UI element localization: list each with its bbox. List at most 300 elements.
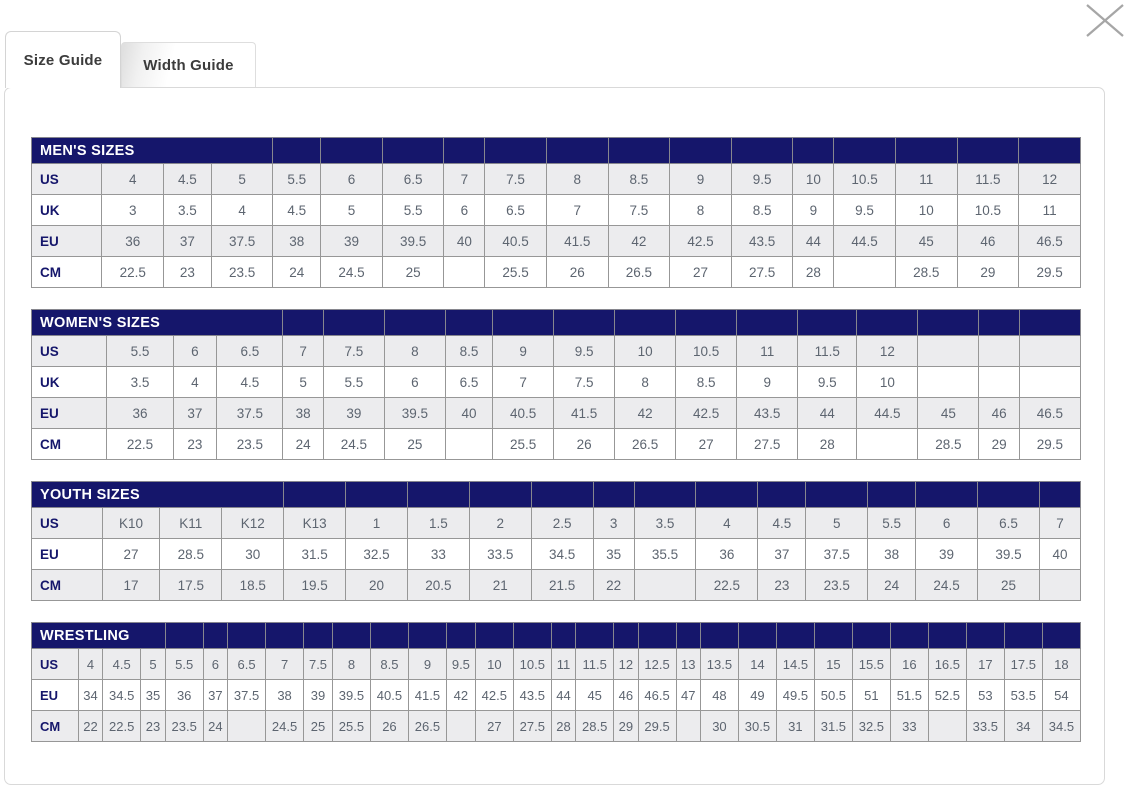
row-label: US	[32, 336, 107, 367]
table-row	[32, 649, 1081, 680]
size-cell: 6	[321, 164, 383, 195]
table-title-row	[32, 623, 1081, 649]
size-cell: 52.5	[928, 680, 966, 711]
table-header-spacer	[928, 623, 966, 649]
size-cell: 39.5	[384, 398, 445, 429]
size-cell: 1.5	[407, 508, 469, 539]
row-label: US	[32, 508, 103, 539]
size-cell: 23	[141, 711, 165, 742]
size-cell: 9	[493, 336, 554, 367]
table-header-spacer	[890, 623, 928, 649]
table-header-spacer	[895, 138, 957, 164]
size-cell: 10	[615, 336, 676, 367]
size-cell: 17.5	[1004, 649, 1042, 680]
size-cell: 12	[1019, 164, 1081, 195]
size-cell: 35	[593, 539, 634, 570]
size-cell: 27.5	[731, 257, 793, 288]
size-cell: 11.5	[957, 164, 1019, 195]
size-cell: 8.5	[676, 367, 737, 398]
table-header-spacer	[407, 482, 469, 508]
size-cell: 39	[321, 226, 383, 257]
size-cell: 8	[384, 336, 445, 367]
size-cell: 33.5	[469, 539, 531, 570]
size-cell: 5.5	[382, 195, 444, 226]
size-cell: 24.5	[916, 570, 978, 601]
table-header-spacer	[346, 482, 408, 508]
size-cell: K11	[160, 508, 222, 539]
size-cell: K12	[222, 508, 284, 539]
size-cell: 39.5	[382, 226, 444, 257]
size-cell: 5	[211, 164, 273, 195]
size-cell: 7	[493, 367, 554, 398]
size-cell: 30	[222, 539, 284, 570]
size-cell: 38	[273, 226, 321, 257]
size-cell	[918, 336, 979, 367]
size-cell: 42	[608, 226, 670, 257]
size-cell: 6.5	[217, 336, 283, 367]
table-header-spacer	[593, 482, 634, 508]
size-cell: 40.5	[493, 398, 554, 429]
table-header-spacer	[857, 310, 918, 336]
size-cell: 28.5	[895, 257, 957, 288]
size-cell	[857, 429, 918, 460]
size-cell: 34	[78, 680, 102, 711]
size-cell	[228, 711, 266, 742]
size-cell: 40	[444, 226, 485, 257]
size-cell: 4.5	[273, 195, 321, 226]
size-cell: 9.5	[554, 336, 615, 367]
table-header-spacer	[916, 482, 978, 508]
table-header-spacer	[1042, 623, 1080, 649]
size-cell: 9	[737, 367, 798, 398]
size-cell: 34.5	[531, 539, 593, 570]
size-cell: 12.5	[638, 649, 676, 680]
row-label: CM	[32, 570, 103, 601]
size-cell: 40	[1039, 539, 1080, 570]
size-cell: 33.5	[966, 711, 1004, 742]
table-title-row	[32, 310, 1081, 336]
size-cell: 39	[323, 398, 384, 429]
size-cell: 9.5	[834, 195, 896, 226]
size-cell: 27.5	[737, 429, 798, 460]
table-header-spacer	[165, 623, 203, 649]
row-label: US	[32, 164, 102, 195]
size-cell: 4.5	[758, 508, 806, 539]
table-row	[32, 398, 1081, 429]
table-header-spacer	[1039, 482, 1080, 508]
table-header-spacer	[731, 138, 793, 164]
table-header-spacer	[1019, 310, 1080, 336]
size-cell	[1019, 367, 1080, 398]
size-cell: 36	[165, 680, 203, 711]
size-cell: 12	[857, 336, 918, 367]
size-cell: 29	[614, 711, 638, 742]
size-cell	[1039, 570, 1080, 601]
size-cell: 26.5	[608, 257, 670, 288]
row-label: EU	[32, 398, 107, 429]
table-row	[32, 257, 1081, 288]
size-cell: 25	[384, 429, 445, 460]
size-cell: 28	[798, 429, 857, 460]
size-cell: 48	[700, 680, 738, 711]
table-row	[32, 336, 1081, 367]
size-cell: 34.5	[103, 680, 141, 711]
size-cell: 10	[475, 649, 513, 680]
table-header-spacer	[979, 310, 1019, 336]
row-label: EU	[32, 680, 79, 711]
size-cell: 14.5	[776, 649, 814, 680]
size-cell: 42.5	[676, 398, 737, 429]
close-icon[interactable]	[1083, 2, 1127, 40]
size-cell: 28.5	[918, 429, 979, 460]
table-header-spacer	[531, 482, 593, 508]
size-cell: 29	[979, 429, 1019, 460]
table-header-spacer	[1004, 623, 1042, 649]
table-header-spacer	[485, 138, 547, 164]
size-tables	[31, 137, 1081, 763]
size-cell	[928, 711, 966, 742]
size-cell: 7	[444, 164, 485, 195]
size-cell: 53.5	[1004, 680, 1042, 711]
size-cell: 8.5	[731, 195, 793, 226]
size-cell: 41.5	[554, 398, 615, 429]
size-cell: 43.5	[731, 226, 793, 257]
size-cell: 8.5	[370, 649, 408, 680]
size-cell: 28.5	[576, 711, 614, 742]
size-cell	[445, 429, 492, 460]
size-cell: 21	[469, 570, 531, 601]
size-cell: 26.5	[408, 711, 446, 742]
size-cell: 4	[696, 508, 758, 539]
size-cell: 33	[890, 711, 928, 742]
table-row	[32, 226, 1081, 257]
table-header-spacer	[408, 623, 446, 649]
size-cell: 45	[918, 398, 979, 429]
size-cell: 7.5	[323, 336, 384, 367]
size-cell: 54	[1042, 680, 1080, 711]
size-cell: 6.5	[485, 195, 547, 226]
table-header-spacer	[676, 310, 737, 336]
table-header-spacer	[738, 623, 776, 649]
size-cell: 17	[966, 649, 1004, 680]
table-header-spacer	[546, 138, 608, 164]
size-cell	[979, 336, 1019, 367]
size-cell: 41.5	[546, 226, 608, 257]
size-cell: 35.5	[634, 539, 696, 570]
size-cell: 8	[332, 649, 370, 680]
size-cell: K10	[102, 508, 160, 539]
size-cell: 23	[758, 570, 806, 601]
size-cell: 38	[283, 398, 323, 429]
size-cell: 37	[203, 680, 227, 711]
size-cell: 5.5	[165, 649, 203, 680]
size-cell: 37	[173, 398, 217, 429]
size-cell: 36	[107, 398, 173, 429]
size-cell: 46	[614, 680, 638, 711]
size-cell	[834, 257, 896, 288]
size-cell: 39	[916, 539, 978, 570]
table-header-spacer	[614, 623, 638, 649]
size-cell: 10	[857, 367, 918, 398]
table-row	[32, 539, 1081, 570]
table-header-spacer	[758, 482, 806, 508]
size-cell: 37.5	[217, 398, 283, 429]
size-cell: 22.5	[102, 257, 164, 288]
size-cell: 34	[1004, 711, 1042, 742]
size-cell: 23.5	[806, 570, 868, 601]
size-cell: 6.5	[978, 508, 1040, 539]
size-cell: 14	[738, 649, 776, 680]
table-header-spacer	[382, 138, 444, 164]
size-cell: 7.5	[304, 649, 333, 680]
table-row	[32, 570, 1081, 601]
size-cell: 16.5	[928, 649, 966, 680]
table-row	[32, 508, 1081, 539]
size-cell: 42.5	[475, 680, 513, 711]
size-cell: 27	[102, 539, 160, 570]
table-header-spacer	[798, 310, 857, 336]
size-cell: 26	[370, 711, 408, 742]
size-cell: 27	[676, 429, 737, 460]
size-cell: 32.5	[346, 539, 408, 570]
table-header-spacer	[266, 623, 304, 649]
size-cell: 11	[737, 336, 798, 367]
size-cell: 5	[321, 195, 383, 226]
table-header-spacer	[696, 482, 758, 508]
size-cell	[446, 711, 475, 742]
table-header-spacer	[638, 623, 676, 649]
size-cell	[918, 367, 979, 398]
size-cell: 10	[793, 164, 834, 195]
size-cell: 9.5	[731, 164, 793, 195]
size-cell: 27	[475, 711, 513, 742]
size-cell: 23.5	[211, 257, 273, 288]
size-cell: 44	[798, 398, 857, 429]
size-cell: 53	[966, 680, 1004, 711]
size-cell: 11.5	[798, 336, 857, 367]
size-cell: 11.5	[576, 649, 614, 680]
size-cell: 44.5	[857, 398, 918, 429]
table-header-spacer	[384, 310, 445, 336]
table-header-spacer	[868, 482, 916, 508]
size-cell: 10.5	[834, 164, 896, 195]
table-row	[32, 680, 1081, 711]
size-cell: 8	[615, 367, 676, 398]
size-cell: 8	[546, 164, 608, 195]
table-title: WOMEN'S SIZES	[32, 310, 283, 336]
size-cell: 40.5	[485, 226, 547, 257]
size-cell: 22.5	[696, 570, 758, 601]
size-cell: 23	[164, 257, 212, 288]
table-header-spacer	[475, 623, 513, 649]
table-title: MEN'S SIZES	[32, 138, 273, 164]
size-cell: 51.5	[890, 680, 928, 711]
size-cell: 3.5	[107, 367, 173, 398]
size-cell: 37.5	[228, 680, 266, 711]
size-table	[31, 137, 1081, 288]
size-cell: 8.5	[445, 336, 492, 367]
size-cell: 13	[676, 649, 700, 680]
table-header-spacer	[444, 138, 485, 164]
table-row	[32, 429, 1081, 460]
size-cell: 5.5	[273, 164, 321, 195]
size-cell: 35	[141, 680, 165, 711]
table-header-spacer	[615, 310, 676, 336]
size-cell: 46.5	[1019, 398, 1080, 429]
table-header-spacer	[670, 138, 732, 164]
size-cell: 5	[141, 649, 165, 680]
size-cell: 3	[102, 195, 164, 226]
size-cell: 10.5	[513, 649, 551, 680]
table-title-row	[32, 138, 1081, 164]
size-cell	[676, 711, 700, 742]
size-cell: 8	[670, 195, 732, 226]
size-cell: 17.5	[160, 570, 222, 601]
size-cell: 10	[895, 195, 957, 226]
table-row	[32, 195, 1081, 226]
table-header-spacer	[203, 623, 227, 649]
table-header-spacer	[978, 482, 1040, 508]
size-cell: 31.5	[814, 711, 852, 742]
size-cell: 2.5	[531, 508, 593, 539]
size-cell: 5	[283, 367, 323, 398]
size-cell: 46.5	[638, 680, 676, 711]
size-cell: 43.5	[513, 680, 551, 711]
size-cell: 23.5	[217, 429, 283, 460]
size-cell: 27	[670, 257, 732, 288]
table-header-spacer	[737, 310, 798, 336]
size-cell: 42	[446, 680, 475, 711]
size-cell: 4.5	[217, 367, 283, 398]
size-cell: 16	[890, 649, 928, 680]
size-cell: 44.5	[834, 226, 896, 257]
size-cell: 31	[776, 711, 814, 742]
size-cell: 6.5	[382, 164, 444, 195]
table-header-spacer	[608, 138, 670, 164]
table-header-spacer	[304, 623, 333, 649]
table-header-spacer	[551, 623, 575, 649]
size-cell: 1	[346, 508, 408, 539]
table-header-spacer	[513, 623, 551, 649]
size-cell: 4.5	[103, 649, 141, 680]
size-cell: 37.5	[806, 539, 868, 570]
size-cell: 5.5	[323, 367, 384, 398]
size-cell: 7.5	[608, 195, 670, 226]
size-cell: 7	[1039, 508, 1080, 539]
table-header-spacer	[814, 623, 852, 649]
size-cell: 11	[895, 164, 957, 195]
row-label: CM	[32, 429, 107, 460]
table-header-spacer	[576, 623, 614, 649]
size-cell: 46	[979, 398, 1019, 429]
size-cell: 6.5	[445, 367, 492, 398]
size-cell: 38	[868, 539, 916, 570]
size-cell: 49	[738, 680, 776, 711]
table-header-spacer	[806, 482, 868, 508]
table-title: YOUTH SIZES	[32, 482, 284, 508]
size-cell: 29	[957, 257, 1019, 288]
size-cell: 7	[266, 649, 304, 680]
table-row	[32, 711, 1081, 742]
size-cell: 45	[576, 680, 614, 711]
size-cell: 12	[614, 649, 638, 680]
close-icon-glyph	[1083, 2, 1127, 40]
size-cell: 25.5	[493, 429, 554, 460]
size-cell: 9.5	[446, 649, 475, 680]
size-cell: 30.5	[738, 711, 776, 742]
size-cell: 26.5	[615, 429, 676, 460]
table-header-spacer	[228, 623, 266, 649]
size-cell: 25.5	[332, 711, 370, 742]
size-cell: 11	[1019, 195, 1081, 226]
table-header-spacer	[1019, 138, 1081, 164]
size-cell: 20.5	[407, 570, 469, 601]
table-header-spacer	[283, 310, 323, 336]
table-header-spacer	[284, 482, 346, 508]
table-header-spacer	[834, 138, 896, 164]
size-cell: 42	[615, 398, 676, 429]
size-cell: 27.5	[513, 711, 551, 742]
size-cell: 10.5	[676, 336, 737, 367]
size-cell: 9	[793, 195, 834, 226]
size-cell: 42.5	[670, 226, 732, 257]
tab-width-guide[interactable]	[121, 42, 256, 88]
size-table	[31, 622, 1081, 742]
row-label: CM	[32, 257, 102, 288]
size-cell: 34.5	[1042, 711, 1080, 742]
size-cell: 22.5	[107, 429, 173, 460]
row-label: CM	[32, 711, 79, 742]
size-cell: 32.5	[852, 711, 890, 742]
size-cell: 20	[346, 570, 408, 601]
table-header-spacer	[776, 623, 814, 649]
table-header-spacer	[446, 623, 475, 649]
table-header-spacer	[554, 310, 615, 336]
size-cell: 6	[444, 195, 485, 226]
size-cell	[979, 367, 1019, 398]
size-cell: 4.5	[164, 164, 212, 195]
table-row	[32, 367, 1081, 398]
size-cell: 44	[551, 680, 575, 711]
size-cell	[1019, 336, 1080, 367]
size-cell: 38	[266, 680, 304, 711]
size-cell: 7.5	[554, 367, 615, 398]
size-cell: 25	[382, 257, 444, 288]
size-cell: 2	[469, 508, 531, 539]
size-cell: 6	[173, 336, 217, 367]
size-guide-panel	[4, 87, 1105, 785]
size-cell: 39.5	[332, 680, 370, 711]
size-cell: 4	[102, 164, 164, 195]
size-cell: 39.5	[978, 539, 1040, 570]
size-cell: 46	[957, 226, 1019, 257]
size-cell: 44	[793, 226, 834, 257]
size-cell: 36	[102, 226, 164, 257]
size-cell: 36	[696, 539, 758, 570]
size-cell: 22	[593, 570, 634, 601]
size-cell: 23.5	[165, 711, 203, 742]
table-header-spacer	[700, 623, 738, 649]
table-header-spacer	[323, 310, 384, 336]
size-cell: 3.5	[634, 508, 696, 539]
size-cell: 49.5	[776, 680, 814, 711]
size-cell: 24	[283, 429, 323, 460]
size-cell: 40	[445, 398, 492, 429]
size-cell: 39	[304, 680, 333, 711]
tab-size-guide[interactable]	[5, 31, 121, 88]
size-cell: 25	[978, 570, 1040, 601]
size-cell: 50.5	[814, 680, 852, 711]
